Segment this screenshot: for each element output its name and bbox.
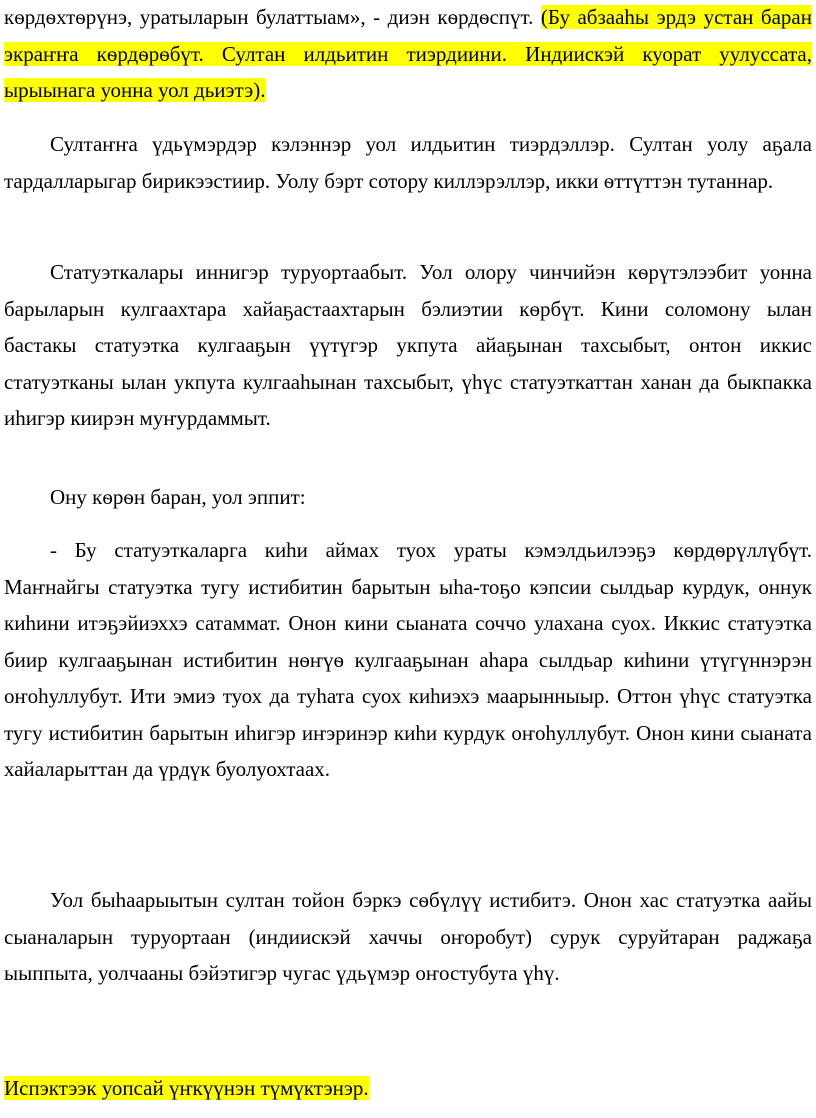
highlighted-final-note: Испэктээк уопсай үҥкүүнэн түмүктэнэр.: [4, 1076, 369, 1100]
highlighted-stage-note: (Бу абзааһы эрдэ устан баран экраҥҥа кѳрдѳрѳбүт. Султан илдьитин тиэрдиини. Индиискэй куорат уулуссата, ырыынага уонна уол дьиэтэ).: [4, 5, 812, 102]
paragraph-1-text: кѳрдѳхтѳрүнэ, уратыларын булаттыам», - диэн кѳрдѳспүт.: [4, 5, 541, 29]
paragraph-1: [4, 0, 812, 109]
paragraph-5: - Бу статуэткаларга киһи аймах туох ураты кэмэлдьилээҕэ кѳрдѳрүллүбүт. Маҥнайгы статуэтка тугу истибитин барытын ыһа-тоҕо кэпсии сылдьар курдук, оннук киһини итэҕэйиэххэ сатаммат. Онон кини сыаната соччо улахана суох. Иккис статуэтка биир кулгааҕынан истибитин нѳҥүѳ кулгааҕынан аһара сылдьар киһини үтүгүннэрэн оҥоһуллубут. Ити эмиэ туох да туһата суох киһиэхэ маарынныыр. Оттон үһүс статуэтка тугу истибитин барытын иһигэр иҥэринэр киһи курдук оҥоһуллубут. Онон кини сыаната хайаларыттан да үрдүк буолуохтаах.: [4, 538, 812, 781]
paragraph-7: [4, 1070, 812, 1107]
paragraph-3: Статуэткалары иннигэр туруортаабыт. Уол олору чинчийэн кѳрүтэлээбит уонна барыларын кулгаахтара хайаҕастаахтарын бэлиэтии кѳрбүт. Кини соломону ылан бастакы статуэтка кулгааҕын үүтүгэр укпута айаҕынан тахсыбыт, онтон иккис статуэтканы ылан укпута кулгааһынан тахсыбыт, үһүс статуэткаттан ханан да быкпакка иһигэр киирэн муҥурдаммыт.: [4, 260, 812, 430]
paragraph-6: Уол быһаарыытын султан тойон бэркэ сѳбүлүү истибитэ. Онон хас статуэтка аайы сыаналарын туруортаан (индиискэй хаччы оҥоробут) сурук суруйтаран раджаҕа ыыппыта, уолчааны бэйэтигэр чугас үдьүмэр оҥостубута үһү.: [4, 888, 812, 985]
paragraph-4: Ону кѳрѳн баран, уол эппит:: [50, 485, 306, 509]
paragraph-2: Султаҥҥа үдьүмэрдэр кэлэннэр уол илдьитин тиэрдэллэр. Султан уолу аҕала тардалларыгар бирикээстиир. Уолу бэрт сотору киллэрэллэр, икки ѳттүттэн тутаннар.: [4, 132, 812, 193]
